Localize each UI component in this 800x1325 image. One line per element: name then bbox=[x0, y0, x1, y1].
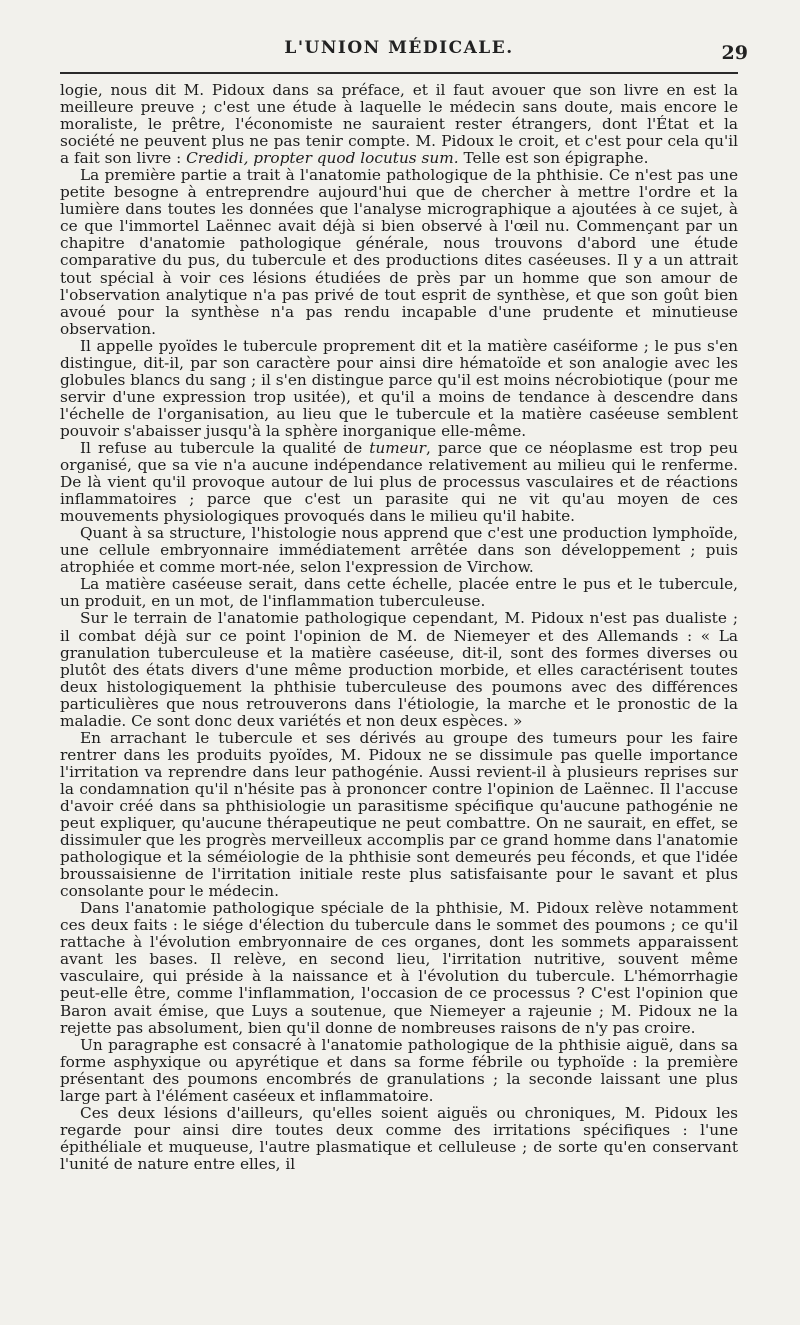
paragraph-text: La première partie a trait à l'anatomie pathologique de la phthisie. Ce n'est pas une petite besogne à entreprendre aujourd'hui que de chercher à mettre l'ordre et la lumière dans toutes les données que l'analyse micrographique a ajoutées à ce sujet, à ce que l'immortel Laënnec avait déjà si bien observé à l'œil nu. Commençant par un chapitre d'anatomie pathologique générale, nous trouvons d'abord une étude comparative du pus, du tubercule et des productions dites caséeuses. Il y a un attrait tout spécial à voir ces lésions étudiées de près par un homme que son amour de l'observation analytique n'a pas privé de tout esprit de synthèse, et que son goût bien avoué pour la synthèse n'a pas rendu incapable d'une prudente et minutieuse observation. bbox=[60, 166, 738, 338]
epigraph: Credidi, propter quod locutus sum. bbox=[186, 149, 459, 168]
paragraph-text: , parce que ce néoplasme est trop peu organisé, que sa vie n'a aucune indépendance relativement au milieu qui le renferme. De là vient qu'il provoque autour de lui plus de processus vasculaires et de réactions inflammatoires ; parce que c'est un parasite qui ne vit qu'au moyen de ces mouvements physiologiques provoqués dans le milieu qu'il habite. bbox=[60, 438, 738, 526]
paragraph bbox=[60, 440, 738, 525]
paragraph-text: Il refuse au tubercule la qualité de bbox=[80, 438, 370, 457]
paragraph-text: Quant à sa structure, l'histologie nous apprend que c'est une production lymphoïde, une cellule embryonnaire immédiatement arrêtée dans son développement ; puis atrophiée et comme mort-née, selon l'expression de Virchow. bbox=[60, 524, 738, 577]
paragraph-text: Ces deux lésions d'ailleurs, qu'elles soient aiguës ou chroniques, M. Pidoux les regarde pour ainsi dire toutes deux comme des irritations spécifiques : l'une épithéliale et muqueuse, l'autre plasmatique et celluleuse ; de sorte qu'en conservant l'unité de nature entre elles, il bbox=[60, 1103, 738, 1173]
italic-term: tumeur bbox=[369, 438, 426, 457]
paragraph-text: Dans l'anatomie pathologique spéciale de la phthisie, M. Pidoux relève notamment ces deux faits : le siége d'élection du tubercule dans le sommet des poumons ; ce qu'il rattache à l'évolution embryonnaire de ces organes, dont les sommets apparaissent avant les bases. Il relève, en second lieu, l'irritation nutritive, souvent même vasculaire, qui préside à la naissance et à l'évolution du tubercule. L'hémorrhagie peut-elle être, comme l'inflammation, l'occasion de ce processus ? C'est l'opinion que Baron avait émise, que Luys a soutenue, que Niemeyer a rajeunie ; M. Pidoux ne la rejette pas absolument, bien qu'il donne de nombreuses raisons de n'y pas croire. bbox=[60, 899, 738, 1037]
paragraph bbox=[60, 576, 738, 610]
paragraph-text: Telle est son épigraphe. bbox=[458, 149, 649, 168]
article-body bbox=[60, 82, 738, 1173]
paragraph bbox=[60, 730, 738, 900]
paragraph-text: Un paragraphe est consacré à l'anatomie pathologique de la phthisie aiguë, dans sa forme asphyxique ou apyrétique et dans sa forme fébrile ou typhoïde : la première présentant des poumons encombrés de granulations ; la seconde laissant une plus large part à l'élément caséeux et inflammatoire. bbox=[60, 1035, 738, 1105]
running-title: L'UNION MÉDICALE. bbox=[284, 38, 514, 58]
paragraph bbox=[60, 82, 738, 167]
page-header bbox=[60, 38, 748, 64]
paragraph-text: Sur le terrain de l'anatomie pathologique cependant, M. Pidoux n'est pas dualiste ; il combat déjà sur ce point l'opinion de M. de Niemeyer et des Allemands : « La granulation tuberculeuse et la matière caséeuse, dit-il, sont des formes diverses ou plutôt des états divers d'une même production morbide, et elles caractérisent toutes deux histologiquement la phthisie tuberculeuse des poumons avec des différences particulières que nous retrouverons dans l'étiologie, la marche et le pronostic de la maladie. Ce sont donc deux variétés et non deux espèces. » bbox=[60, 609, 738, 730]
paragraph-text: La matière caséeuse serait, dans cette échelle, placée entre le pus et le tubercule, un produit, en un mot, de l'inflammation tuberculeuse. bbox=[60, 575, 738, 611]
paragraph bbox=[60, 338, 738, 440]
paragraph bbox=[60, 900, 738, 1036]
paragraph bbox=[60, 167, 738, 337]
paragraph bbox=[60, 1037, 738, 1105]
header-rule bbox=[60, 72, 738, 74]
paragraph-text: Il appelle pyoïdes le tubercule proprement dit et la matière caséiforme ; le pus s'en distingue, dit-il, par son caractère pour ainsi dire hématoïde et son analogie avec les globules blancs du sang ; il s'en distingue parce qu'il est moins nécrobiotique (pour me servir d'une expression trop usitée), et qu'il a moins de tendance à descendre dans l'échelle de l'organisation, au lieu que le tubercule et la matière caséeuse semblent pouvoir s'abaisser jusqu'à la sphère inorganique elle-même. bbox=[60, 336, 738, 440]
paragraph bbox=[60, 1105, 738, 1173]
paragraph-text: En arrachant le tubercule et ses dérivés au groupe des tumeurs pour les faire rentrer dans les produits pyoïdes, M. Pidoux ne se dissimule pas quelle importance l'irritation va reprendre dans leur pathogénie. Aussi revient-il à plusieurs reprises sur la condamnation qu'il n'hésite pas à prononcer contre l'opinion de Laënnec. Il l'accuse d'avoir créé dans sa phthisiologie un parasitisme spécifique qu'aucune pathogénie ne peut expliquer, qu'aucune thérapeutique ne peut combattre. On ne saurait, en effet, se dissimuler que les progrès merveilleux accomplis par ce grand homme dans l'anatomie pathologique et la séméiologie de la phthisie sont demeurés peu féconds, et que l'idée broussaisienne de l'irritation initiale reste plus satisfaisante pour le savant et plus consolante pour le médecin. bbox=[60, 728, 738, 901]
paragraph bbox=[60, 525, 738, 576]
paragraph bbox=[60, 610, 738, 729]
paragraph-text: logie, nous dit M. Pidoux dans sa préface, et il faut avouer que son livre en est la meilleure preuve ; c'est une étude à laquelle le médecin sans doute, mais encore le moraliste, le prêtre, l'économiste ne sauraient rester étrangers, dont l'État et la société ne peuvent plus ne pas tenir compte. M. Pidoux le croit, et c'est pour cela qu'il a fait son livre : bbox=[60, 81, 738, 168]
page-number: 29 bbox=[721, 42, 748, 64]
